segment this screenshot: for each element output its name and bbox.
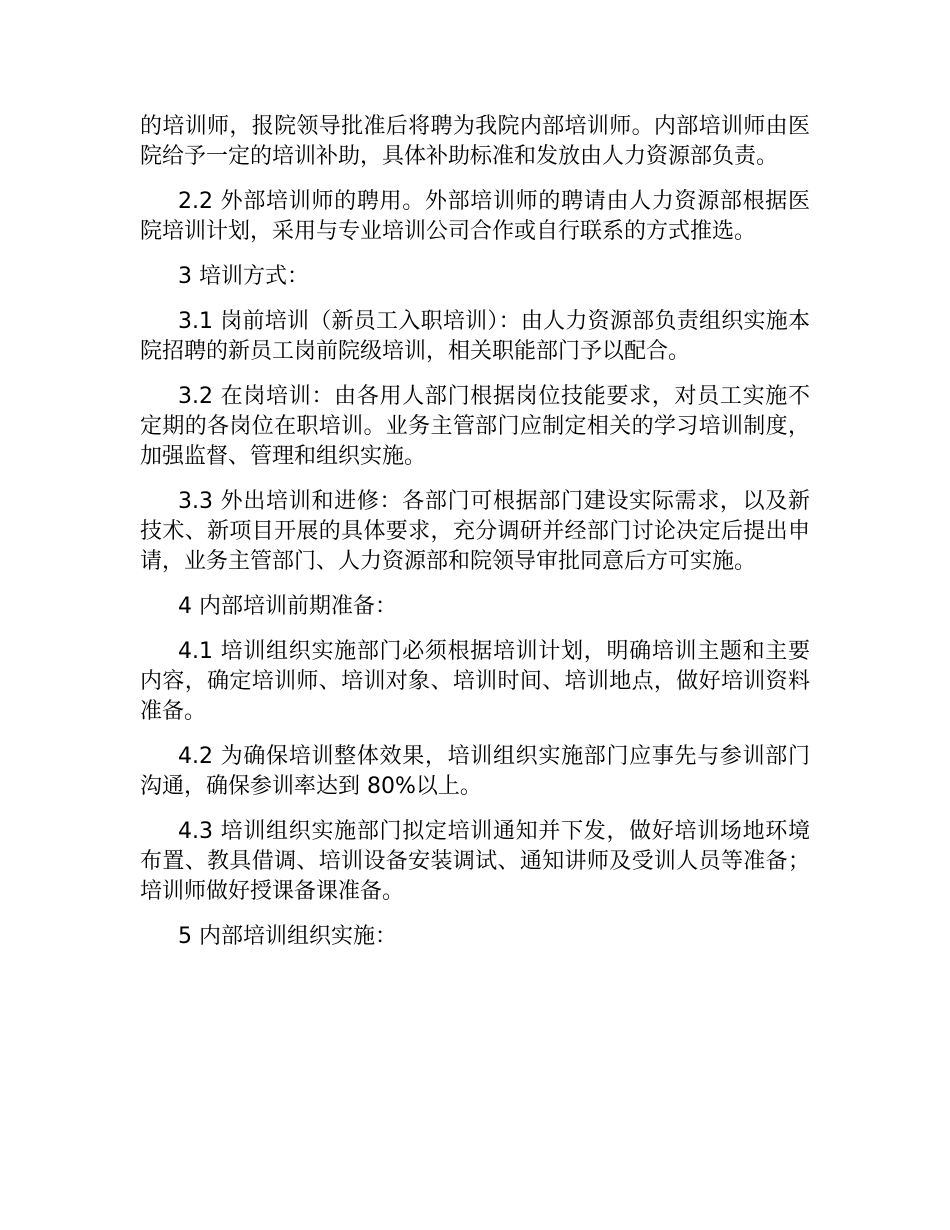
paragraph-prep-4-1: 4.1 培训组织实施部门必须根据培训计划，明确培训主题和主要内容，确定培训师、培训对象、培训时间、培训地点，做好培训资料准备。 (140, 639, 810, 724)
paragraph-on-job-training: 3.2 在岗培训：由各用人部门根据岗位技能要求，对员工实施不定期的各岗位在职培训。业务主管部门应制定相关的学习培训制度，加强监督、管理和组织实施。 (140, 384, 810, 469)
heading-training-methods: 3 培训方式： (178, 264, 309, 289)
paragraph-prep-4-2: 4.2 为确保培训整体效果，培训组织实施部门应事先与参训部门沟通，确保参训率达到 80%以上。 (140, 744, 810, 799)
paragraph-continuation: 的培训师，报院领导批准后将聘为我院内部培训师。内部培训师由医院给予一定的培训补助，具体补助标准和发放由人力资源部负责。 (140, 114, 810, 169)
paragraph-prep-4-3: 4.3 培训组织实施部门拟定培训通知并下发，做好培训场地环境布置、教具借调、培训设备安装调试、通知讲师及受训人员等准备；培训师做好授课备课准备。 (140, 819, 810, 904)
document-page (140, 112, 810, 967)
paragraph-pre-job-training: 3.1 岗前培训（新员工入职培训）：由人力资源部负责组织实施本院招聘的新员工岗前院级培训，相关职能部门予以配合。 (140, 309, 810, 364)
heading-preparation: 4 内部培训前期准备： (178, 594, 397, 619)
paragraph-external-trainer: 2.2 外部培训师的聘用。外部培训师的聘请由人力资源部根据医院培训计划，采用与专业培训公司合作或自行联系的方式推选。 (140, 189, 810, 244)
paragraph-external-study: 3.3 外出培训和进修：各部门可根据部门建设实际需求，以及新技术、新项目开展的具体要求，充分调研并经部门讨论决定后提出申请，业务主管部门、人力资源部和院领导审批同意后方可实施。 (140, 489, 810, 574)
heading-implementation: 5 内部培训组织实施： (178, 924, 397, 949)
